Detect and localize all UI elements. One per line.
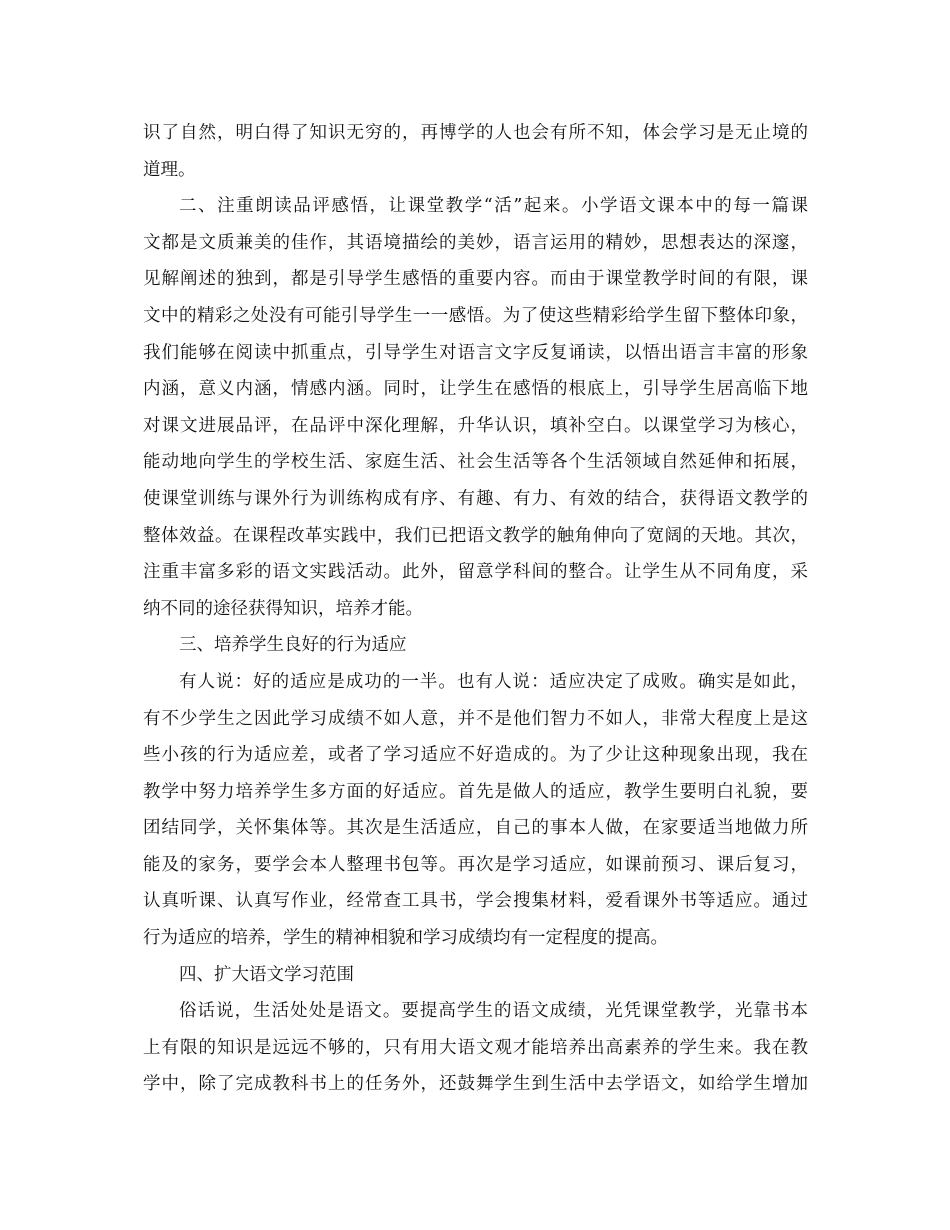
text-line: 有人说：好的适应是成功的一半。也有人说：适应决定了成败。确实是如此， (179, 671, 808, 692)
text-line: 见解阐述的独到，都是引导学生感悟的重要内容。而由于课堂教学时间的有限，课 (143, 269, 808, 290)
text-line: 二、注重朗读品评感悟，让课堂教学“活”起来。小学语文课本中的每一篇课 (179, 196, 808, 217)
text-line: 团结同学，关怀集体等。其次是生活适应，自己的事本人做，在家要适当地做力所 (143, 818, 808, 839)
text-line: 识了自然，明白得了知识无穷的，再博学的人也会有所不知，体会学习是无止境的 (143, 123, 808, 143)
text-line: 注重丰富多彩的语文实践活动。此外，留意学科间的整合。让学生从不同角度，采 (143, 562, 808, 583)
text-line: 有不少学生之因此学习成绩不如人意，并不是他们智力不如人，非常大程度上是这 (143, 708, 808, 729)
text-line: 学中，除了完成教科书上的任务外，还鼓舞学生到生活中去学语文，如给学生增加 (143, 1074, 808, 1095)
text-line: 上有限的知识是远远不够的，只有用大语文观才能培养出高素养的学生来。我在教 (143, 1037, 808, 1058)
text-line: 三、培养学生良好的行为适应 (179, 635, 407, 656)
text-line: 内涵，意义内涵，情感内涵。同时，让学生在感悟的根底上，引导学生居高临下地 (143, 379, 808, 400)
text-line: 俗话说，生活处处是语文。要提高学生的语文成绩，光凭课堂教学，光靠书本 (179, 1001, 808, 1022)
document-page (143, 115, 808, 1103)
text-line: 使课堂训练与课外行为训练构成有序、有趣、有力、有效的结合，获得语文教学的 (143, 488, 808, 509)
text-line: 整体效益。在课程改革实践中，我们已把语文教学的触角伸向了宽阔的天地。其次， (143, 525, 808, 546)
text-line: 道理。 (143, 159, 196, 180)
text-line: 我们能够在阅读中抓重点，引导学生对语言文字反复诵读，以悟出语言丰富的形象 (143, 342, 808, 363)
text-line: 能及的家务，要学会本人整理书包等。再次是学习适应，如课前预习、课后复习， (143, 854, 808, 875)
text-line: 对课文进展品评，在品评中深化理解，升华认识，填补空白。以课堂学习为核心， (143, 415, 808, 436)
text-line: 些小孩的行为适应差，或者了学习适应不好造成的。为了少让这种现象出现，我在 (143, 745, 808, 766)
text-line: 认真听课、认真写作业，经常查工具书，学会搜集材料，爱看课外书等适应。通过 (143, 891, 808, 912)
text-line: 行为适应的培养，学生的精神相貌和学习成绩均有一定程度的提高。 (143, 928, 668, 949)
text-line: 能动地向学生的学校生活、家庭生活、社会生活等各个生活领域自然延伸和拓展， (143, 452, 808, 473)
text-line: 文中的精彩之处没有可能引导学生一一感悟。为了使这些精彩给学生留下整体印象， (143, 305, 808, 326)
text-line: 文都是文质兼美的佳作，其语境描绘的美妙，语言运用的精妙，思想表达的深邃， (143, 232, 808, 253)
text-line: 纳不同的途径获得知识，培养才能。 (143, 598, 423, 619)
text-line: 四、扩大语文学习范围 (179, 964, 354, 985)
text-line: 教学中努力培养学生多方面的好适应。首先是做人的适应，教学生要明白礼貌，要 (143, 781, 808, 802)
